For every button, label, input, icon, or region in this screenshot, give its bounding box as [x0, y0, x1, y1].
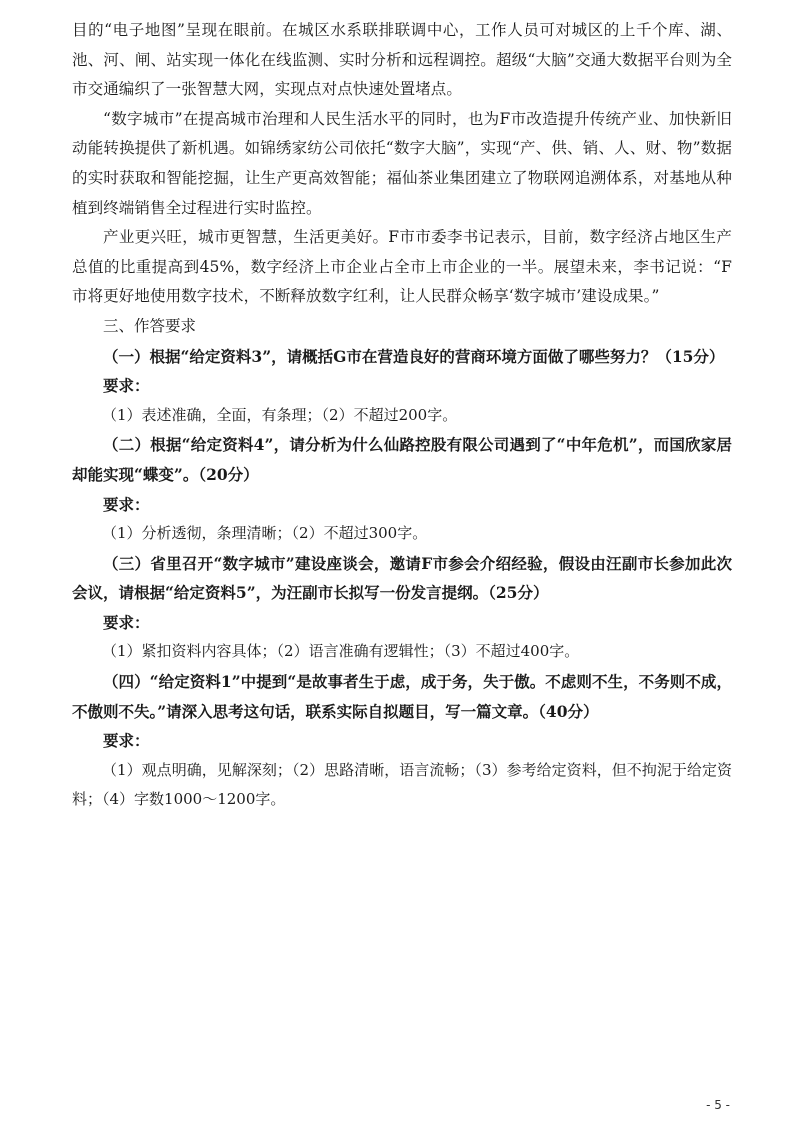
question-4: （四）“给定资料1”中提到“是故事者生于虑，成于务，失于傲。不虑则不生，不务则不成，不傲则不失。”请深入思考这句话，联系实际自拟题目，写一篇文章。（40分）	[72, 672, 732, 721]
question-4-requirement-text: （1）观点明确，见解深刻；（2）思路清晰，语言流畅；（3）参考给定资料，但不拘泥于给定资料；（4）字数1000～1200字。	[72, 760, 732, 809]
question-2-requirement-text: （1）分析透彻，条理清晰；（2）不超过300字。	[102, 524, 428, 543]
question-2-requirement-label: 要求：	[103, 494, 150, 514]
paragraph-1: 目的“电子地图”呈现在眼前。在城区水系联排联调中心，工作人员可对城区的上千个库、湖、池、河、闸、站实现一体化在线监测、实时分析和远程调控。超级“大脑”交通大数据平台则为全市交通编织了一张智慧大网，实现点对点快速处置堵点。	[72, 21, 732, 99]
document-page	[72, 16, 732, 815]
page-number: - 5 -	[706, 1098, 730, 1112]
paragraph-3: 产业更兴旺，城市更智慧，生活更美好。F市市委李书记表示，目前，数字经济占地区生产总值的比重提高到45%，数字经济上市企业占全市上市企业的一半。展望未来，李书记说：“F市将更好地使用数字技术，不断释放数字红利，让人民群众畅享‘数字城市’建设成果。”	[72, 228, 732, 306]
question-4-requirement-label: 要求：	[103, 731, 150, 751]
question-3-requirement-label: 要求：	[103, 612, 150, 632]
question-2: （二）根据“给定资料4”，请分析为什么仙路控股有限公司遇到了“中年危机”，而国欣家居却能实现“蝶变”。（20分）	[72, 435, 732, 484]
question-1-requirement-text: （1）表述准确，全面，有条理；（2）不超过200字。	[102, 405, 458, 424]
question-1-requirement-label: 要求：	[103, 376, 150, 396]
question-3-requirement-text: （1）紧扣资料内容具体；（2）语言准确有逻辑性；（3）不超过400字。	[102, 642, 580, 661]
section-title: 三、作答要求	[103, 316, 197, 335]
paragraph-2: “数字城市”在提高城市治理和人民生活水平的同时，也为F市改造提升传统产业、加快新旧动能转换提供了新机遇。如锦绣家纺公司依托“数字大脑”，实现“产、供、销、人、财、物”数据的实时获取和智能挖掘，让生产更高效智能；福仙茶业集团建立了物联网追溯体系，对基地从种植到终端销售全过程进行实时监控。	[72, 109, 732, 217]
question-1: （一）根据“给定资料3”，请概括G市在营造良好的营商环境方面做了哪些努力？（15分）	[103, 346, 725, 366]
question-3: （三）省里召开“数字城市”建设座谈会，邀请F市参会介绍经验，假设由汪副市长参加此次会议，请根据“给定资料5”，为汪副市长拟写一份发言提纲。（25分）	[72, 553, 732, 603]
